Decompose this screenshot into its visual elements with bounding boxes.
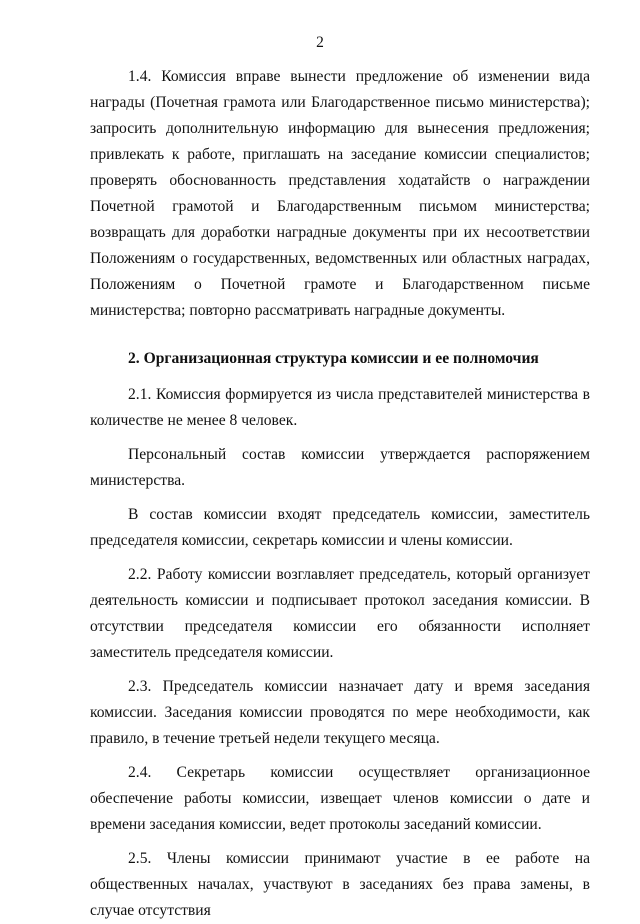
paragraph-2-2: 2.2. Работу комиссии возглавляет председатель, который организует деятельность комиссии и подписывает протокол заседания комиссии. В отсутствии председателя комиссии его обязанности исполняет заместитель председателя комиссии.	[90, 566, 590, 661]
paragraph-2-1: 2.1. Комиссия формируется из числа представителей министерства в количестве не менее 8 человек.	[90, 386, 590, 429]
paragraph-1-4: 1.4. Комиссия вправе вынести предложение об изменении вида награды (Почетная грамота или Благодарственное письмо министерства); запросить дополнительную информацию для вынесения предложения; привлекать к работе, приглашать на заседание комиссии специалистов; проверять обоснованность представления ходатайств о награждении Почетной грамотой и Благодарственным письмом министерства; возвращать для доработки наградные документы при их несоответствии Положениям о государственных, ведомственных или областных наградах, Положениям о Почетной грамоте и Благодарственном письме министерства; повторно рассматривать наградные документы.	[90, 68, 590, 319]
section-heading: 2. Организационная структура комиссии и ее полномочия	[128, 350, 539, 367]
document-body	[90, 64, 590, 924]
paragraph-2-5: 2.5. Члены комиссии принимают участие в ее работе на общественных началах, участвуют в заседаниях без права замены, в случае отсутствия	[90, 850, 590, 919]
paragraph-members: В состав комиссии входят председатель комиссии, заместитель председателя комиссии, секретарь комиссии и члены комиссии.	[90, 506, 590, 549]
page-number: 2	[316, 34, 324, 51]
paragraph-2-3: 2.3. Председатель комиссии назначает дату и время заседания комиссии. Заседания комиссии проводятся по мере необходимости, как правило, в течение третьей недели текущего месяца.	[90, 678, 590, 747]
paragraph-2-4: 2.4. Секретарь комиссии осуществляет организационное обеспечение работы комиссии, извещает членов комиссии о дате и времени заседания комиссии, ведет протоколы заседаний комиссии.	[90, 764, 590, 833]
paragraph-composition: Персональный состав комиссии утверждается распоряжением министерства.	[90, 446, 590, 489]
